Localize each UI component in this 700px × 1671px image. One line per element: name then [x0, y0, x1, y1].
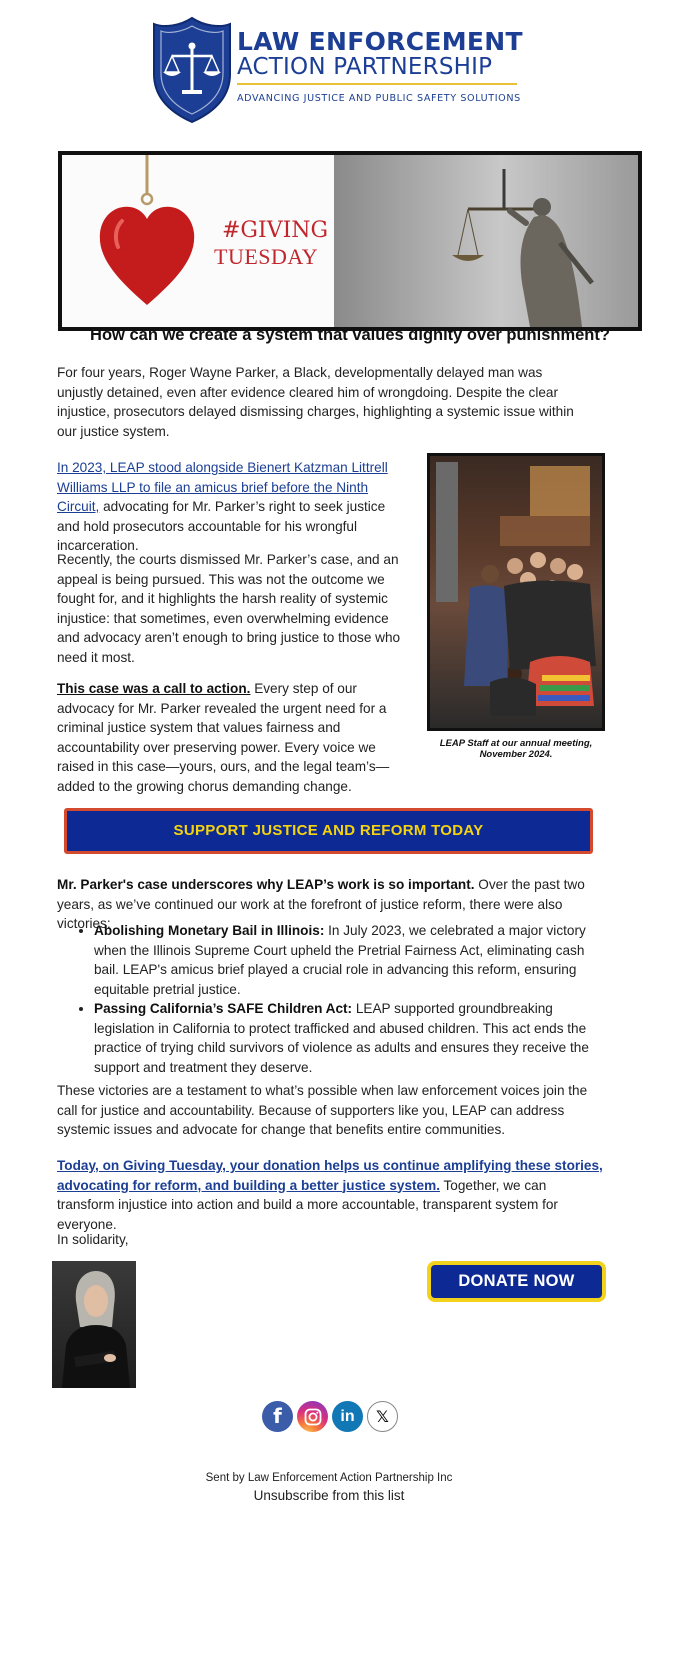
victory-title: Passing California’s SAFE Children Act:: [94, 1001, 353, 1016]
list-item: [94, 999, 607, 1077]
signoff: In solidarity,: [57, 1232, 129, 1247]
x-twitter-icon[interactable]: [367, 1401, 398, 1432]
victories-list: [57, 921, 607, 1077]
signer-portrait-icon: [52, 1261, 136, 1388]
dismissal-paragraph: Recently, the courts dismissed Mr. Parker’s case, and an appeal is being pursued. This was not the outcome we fought for, and it highlights the harsh reality of systemic injustice: that sometimes, even overwhelming evidence and advocacy aren’t enough to bring justice to those who need it most.: [57, 552, 401, 665]
list-item: [94, 921, 607, 999]
call-to-action-text: Every step of our advocacy for Mr. Parker revealed the urgent need for a criminal justice system that values fairness and accountability over preserving power. Every voice we raised in this case—yours, ours, and the legal team’s—added to the growing chorus demanding change.: [57, 681, 390, 794]
call-to-action-heading: This case was a call to action.: [57, 681, 251, 696]
lady-justice-statue-icon: [422, 163, 622, 327]
logo[interactable]: [150, 16, 560, 124]
testament-paragraph: These victories are a testament to what’s possible when law enforcement voices join the call for justice and accountability. Because of supporters like you, LEAP can address systemic issues and advocate for change that benefits entire communities.: [57, 1083, 588, 1137]
facebook-icon[interactable]: [262, 1401, 293, 1432]
amicus-paragraph: [57, 458, 409, 556]
giving-tuesday-text: Together, we can transform injustice into action and build a more accountable, transparent system for everyone.: [57, 1177, 558, 1232]
staff-group-image-icon: [430, 456, 602, 728]
intro-paragraph: For four years, Roger Wayne Parker, a Black, developmentally delayed man was unjustly detained, even after evidence cleared him of wrongdoing. Despite the clear injustice, prosecutors delayed dismissing charges, highlighting a systemic issue within our justice system.: [57, 365, 574, 439]
signer-photo: [52, 1261, 136, 1388]
giving-tuesday-banner[interactable]: [58, 151, 642, 331]
amicus-paragraph-text: advocating for Mr. Parker’s right to seek justice and hold prosecutors accountable for his wrongful incarceration.: [57, 499, 386, 553]
victory-text: LEAP supported groundbreaking legislation in California to protect trafficked and abused children. This act ends the practice of trying child survivors of violence as adults and ensures they receive the support and treatment they deserve.: [94, 1001, 589, 1075]
amicus-brief-link[interactable]: In 2023, LEAP stood alongside Bienert Katzman Littrell Williams LLP to file an amicus brief before the Ninth Circuit,: [57, 460, 388, 514]
banner-tuesday: TUESDAY: [214, 244, 319, 269]
giving-tuesday-paragraph: [57, 1156, 607, 1234]
sent-by-text: Sent by Law Enforcement Action Partnership Inc: [205, 1472, 453, 1484]
linkedin-icon[interactable]: [332, 1401, 363, 1432]
banner-hashtag: #GIVING: [222, 218, 329, 243]
x-glyph: 𝕏: [376, 1406, 389, 1426]
logo-tagline: ADVANCING JUSTICE AND PUBLIC SAFETY SOLUTIONS: [237, 93, 521, 104]
facebook-glyph: f: [273, 1403, 282, 1428]
article-headline: How can we create a system that values dignity over punishment?: [90, 326, 610, 344]
staff-photo: [427, 453, 605, 731]
instagram-icon[interactable]: [297, 1401, 328, 1432]
social-links: [262, 1401, 398, 1432]
unsubscribe-link[interactable]: Unsubscribe from this list: [253, 1488, 405, 1503]
logo-title-line2: ACTION PARTNERSHIP: [237, 54, 493, 80]
shield-logo-icon: [150, 16, 234, 124]
call-to-action-paragraph: [57, 679, 409, 796]
linkedin-glyph: in: [340, 1407, 355, 1425]
logo-title-line1: LAW ENFORCEMENT: [237, 27, 523, 56]
victory-title: Abolishing Monetary Bail in Illinois:: [94, 923, 325, 938]
victories-intro-text: Over the past two years, as we’ve continued our work at the forefront of justice reform, there were also victories:: [57, 877, 585, 931]
victory-text: In July 2023, we celebrated a major victory when the Illinois Supreme Court upheld the Pretrial Fairness Act, eliminating cash bail. LEAP's amicus brief played a crucial role in advancing this reform, ensuring equitable pretrial justice.: [94, 923, 586, 997]
logo-divider: [237, 83, 517, 85]
victories-intro-heading: Mr. Parker's case underscores why LEAP’s work is so important.: [57, 877, 475, 892]
giving-tuesday-donation-link[interactable]: Today, on Giving Tuesday, your donation helps us continue amplifying these stories, advocating for reform, and building a better justice system.: [57, 1158, 603, 1193]
support-justice-button[interactable]: SUPPORT JUSTICE AND REFORM TODAY: [64, 808, 593, 854]
instagram-camera-icon: [304, 1408, 322, 1426]
donate-now-button[interactable]: DONATE NOW: [427, 1261, 606, 1302]
heart-ornament-icon: [92, 155, 202, 315]
photo-caption: LEAP Staff at our annual meeting, November 2024.: [439, 738, 593, 760]
